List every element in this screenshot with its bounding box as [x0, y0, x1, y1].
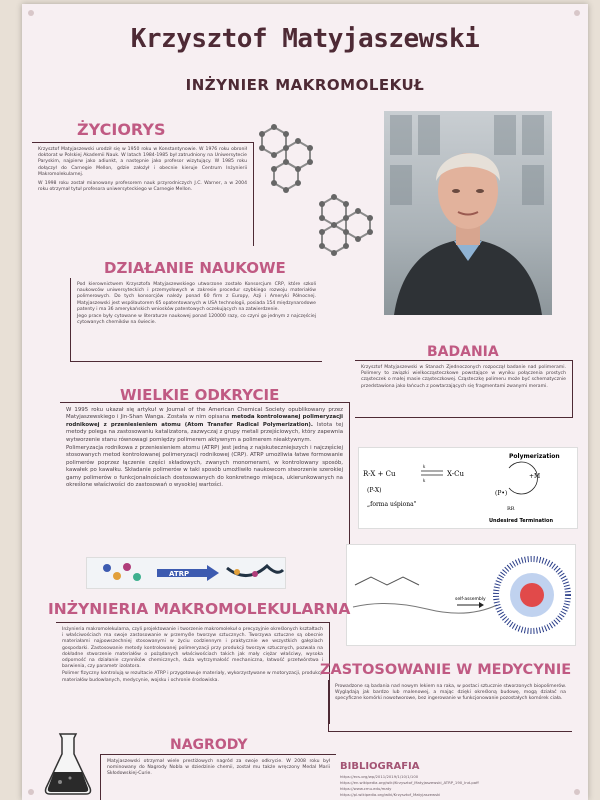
engineering-box	[56, 622, 330, 724]
self-assembly-label: self-assembly	[455, 597, 486, 602]
undesired-label: Undesired Termination	[489, 518, 554, 524]
bio-paragraph: W 1998 roku został mianowany profesorem nauk przyrodniczych J.C. Warner, a w 2004 roku otrzymał tytuł profesora uniwersyteckiego w Carnegie Mellon.	[38, 181, 247, 193]
molecule-illustration	[232, 114, 382, 274]
atrp-definition: metoda kontrolowanej polimeryzacji rodnikowej z przeniesieniem atomu (Atom Transfer Radical Polymerization).	[66, 414, 343, 428]
kact-label: k	[423, 464, 426, 469]
forma-label: „forma uśpiona"	[367, 501, 417, 508]
bio-paragraph: Krzysztof Matyjaszewski urodził się w 1950 roku w Konstantynowie. W 1976 roku obronił doktorat w Polskiej Akademii Nauk. W latach 1984-1985 był zatrudniony na Uniwersytecie Paryskim, najpierw jako adiunkt, a następnie jako profesor wizytujący. W 1985 roku dołączył do Carnegie Mellon, gdzie założył i obecnie kieruje Centrum Inżynierii Makromolekularnej.	[38, 147, 247, 177]
poster-title: Krzysztof Matyjaszewski	[130, 24, 480, 54]
medicine-paragraph: Prowadzone są badania nad nowym lekiem na raka, w postaci sztucznie stworzonych biopolimerów. Wyglądają jak bardzo lub malenowej, a mając dzięki określoną budowę, mogą działać na specyficzne komórki nowotworowe, bez ingerowanie w funkcjonowanie pozostałych komórek ciała.	[335, 684, 566, 702]
medicine-box	[328, 680, 572, 732]
scientific-heading: DZIAŁANIE NAUKOWE	[104, 259, 286, 277]
bibliography-heading: BIBLIOGRAFIA	[340, 761, 420, 772]
research-box	[355, 360, 573, 418]
awards-box	[100, 754, 336, 800]
discoveries-text: W 1995 roku ukazał się artykuł w Journal of the American Chemical Society opublikowany przez Matyjaszewskiego i Jin-Shan Wanga. Została w nim opisana	[66, 407, 343, 421]
bibliography-item: https://pl.wikipedia.org/wiki/Krzysztof_Matyjaszewski	[340, 792, 441, 797]
awards-heading: NAGRODY	[170, 737, 248, 753]
discoveries-paragraph	[66, 407, 343, 444]
bio-heading: ŻYCIORYS	[77, 120, 166, 139]
rr-label: RR	[507, 506, 515, 512]
medicine-heading: ZASTOSOWANIE W MEDYCYNIE	[320, 662, 572, 678]
engineering-paragraph: Polimer fizyczny kontrolują w rezultacie ATRP i przygotowuje materiały, wykorzystywane w motoryzacji, produkcji materiałów budowlanych, medycynie, wojsku i ochronie środowiska.	[62, 671, 323, 683]
self-assembly-figure	[346, 544, 576, 646]
pin	[574, 10, 580, 16]
poster	[22, 4, 588, 800]
bibliography-list	[340, 774, 570, 798]
discoveries-text: Istota tej metody polega na zastosowaniu katalizatora, zazwyczaj z grupy metali przejściowych, który zapewnia wytworzenie stanu równowagi pomiędzy polimerem aktywnym a polimerem nieaktywnym.	[66, 421, 343, 443]
pin	[28, 789, 34, 795]
polymerization-label: Polymerization	[509, 453, 560, 460]
discoveries-paragraph: Polimeryzacja rodnikowa z przeniesieniem atomu (ATRP) jest jedną z najskuteczniejszych i najczęściej stosowanych metod kontrolowanej polimeryzacji rodnikowej (CRP). ATRP umożliwia łatwe formowanie polimerów poprzez łączenie części składowych, zwanych monomerami, w kontrolowany sposób, kawałek po kawałku. Składanie polimerów w taki sposób umożliwiło naukowcom stworzenie szerokiej gamy polimerów o funkcjonalnościach dostosowanych do konkretnego miejsca, ukierunkowanych na określone właściwości do zastosowań o wysokiej wartości.	[66, 445, 343, 489]
portrait-photo	[384, 111, 552, 315]
bio-box	[32, 142, 254, 246]
scientific-paragraph: Jego prace były cytowane w literaturze naukowej ponad 120000 razy, co czyni go jednym z najczęściej cytowanych chemików na świecie.	[77, 314, 316, 326]
atrp-mechanism-diagram	[358, 447, 578, 529]
flask-illustration	[42, 730, 94, 796]
atrp-banner-label: ATRP	[169, 570, 190, 578]
scientific-paragraph: Pod kierownictwem Krzysztofa Matyjaszewskiego utworzone zostało Konsorcjum CRP, które szkoli naukowców uniwersyteckich i przemysłowych w zakresie procedur szybkiego rozwoju materiałów polimerowych. Do tych konsorcjów należy ponad 60 firm z Europy, Azji i Ameryki Północnej. Matyjaszewski jest współautorem 65 opatentowanych w USA technologii, posiada 154 międzynarodowe patenty i ma 36 amerykańskich wniosków patentowych oczekujących na zatwierdzenie.	[77, 282, 316, 312]
monomer-label: +M	[529, 473, 541, 480]
pin	[574, 789, 580, 795]
kdeact-label: k	[423, 478, 426, 483]
scientific-box	[70, 278, 322, 362]
research-heading: BADANIA	[427, 344, 499, 360]
scheme-left: R-X + Cu	[363, 470, 396, 478]
engineering-heading: INŻYNIERIA MAKROMOLEKULARNA	[48, 600, 351, 618]
atrp-banner	[86, 557, 286, 589]
pin	[28, 10, 34, 16]
bibliography-item: https://en.wikipedia.org/wiki/Krzysztof_Matyjaszewski_ATRP_190_Ind-paff	[340, 780, 479, 785]
engineering-paragraph: Inżynieria makromolekularna, czyli projektowanie i tworzenie makromolekuł o precyzyjnie określonych kształtach i właściwościach ma swoje zastosowanie w przemyśle tworzyw sztucznych. Tworzywa sztuczne są obecnie materiałami najpowszechniej stosowanymi w życiu codziennym i praktycznie we wszystkich gałęziach gospodarki. Zastosowanie metody kontrolowanej polimeryzacji przy produkcji tworzyw sztucznych, pozwala na dokładne stworzenie materiałów o pożądanych właściwościach takich jak mały ciężar właściwy, wysoka odporność na działanie czynników chemicznych, duża wytrzymałość mechaniczna, łatwość przetwórstwa i barwienia, czy parametr izolatora.	[62, 627, 323, 670]
bibliography-item: https://ecs.org/wp/2011/2019/1/10/1/100	[340, 774, 419, 779]
scheme-right: X-Cu	[447, 470, 464, 478]
bibliography-item: https://www.cmu.edu/maty	[340, 786, 392, 791]
px-label: (P-X)	[367, 487, 382, 494]
discoveries-heading: WIELKIE ODKRYCIE	[120, 386, 280, 404]
research-paragraph: Krzysztof Matyjaszewski w Stanach Zjednoczonych rozpoczął badanie nad polimerami. Polimery to związki wielkocząsteczkowe powstające w wyniku połączenia prostych cząsteczek o małej masie cząsteczkowej. Cząsteczkę polimeru może być schematycznie przedstawiona jako łańcuch z powtarzających się fragmentami zwanymi merami.	[361, 365, 566, 389]
awards-paragraph: Matyjaszewski otrzymał wiele prestiżowych nagród za swoje odkrycie. W 2008 roku był nominowany do Nagrody Nobla w dziedzinie chemii, został mu także wręczony Medal Marii Skłodowskiej-Curie.	[107, 759, 330, 777]
pplus-label: (P•)	[495, 490, 508, 497]
poster-subtitle: INŻYNIER MAKROMOLEKUŁ	[185, 76, 425, 94]
discoveries-box	[60, 402, 350, 544]
